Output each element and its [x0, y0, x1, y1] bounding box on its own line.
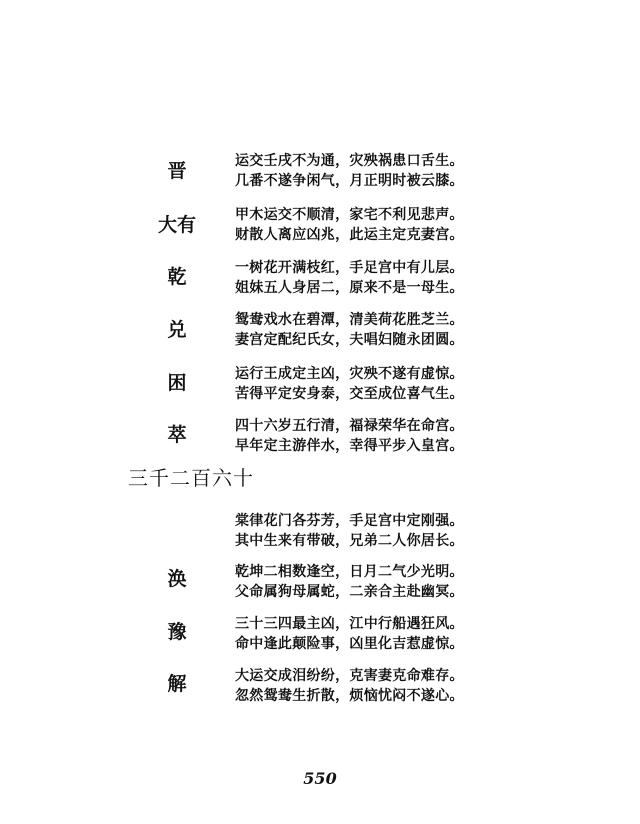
verse-line: 妻宫定配纪氏女，夫唱妇随永团圆。 [235, 332, 464, 348]
verse-line: 苦得平定安身泰，交至成位喜气生。 [235, 386, 464, 402]
verse-line: 甲木运交不顺清，家宅不利见悲声。 [235, 207, 464, 223]
verse-line: 运行王成定主凶，灾殃不遂有虚惊。 [235, 366, 464, 382]
hexagram-label: 兑 [167, 319, 187, 341]
verse-line: 四十六岁五行清，福禄荣华在命宫。 [235, 418, 464, 434]
verse-line: 鸳鸯戏水在碧潭，清美荷花胜芝兰。 [235, 312, 464, 328]
hexagram-label: 乾 [167, 266, 187, 288]
verse-line: 忽然鸳鸯生折散，烦恼忧闷不遂心。 [235, 688, 464, 704]
verse-line: 命中逢此颠险事，凶里化吉惹虚惊。 [235, 636, 464, 652]
verse-line: 运交壬戌不为通，灾殃祸患口舌生。 [235, 153, 464, 169]
hexagram-label: 大有 [157, 214, 196, 236]
verse-line: 乾坤二相数逢空，日月二气少光明。 [235, 564, 464, 580]
verse-line: 早年定主游伴水，幸得平步入皇宫。 [235, 438, 464, 454]
hexagram-label: 解 [167, 673, 187, 695]
verse-line: 父命属狗母属蛇，二亲合主赴幽冥。 [235, 584, 464, 600]
verse-line: 几番不遂争闲气，月正明时被云膝。 [235, 173, 464, 189]
verse-line: 棠律花门各芬芳，手足宫中定刚强。 [235, 513, 464, 529]
verse-line: 三十三四最主凶，江中行船遇狂风。 [235, 616, 464, 632]
hexagram-label: 萃 [167, 424, 187, 446]
hexagram-label: 晋 [167, 160, 187, 182]
section-heading: 三千二百六十 [128, 466, 254, 490]
hexagram-label: 豫 [167, 621, 187, 643]
page-number: 550 [303, 769, 337, 788]
verse-line: 大运交成泪纷纷，克害妻克命难存。 [235, 668, 464, 684]
hexagram-label: 涣 [167, 568, 187, 590]
verse-line: 一树花开满枝红，手足宫中有儿层。 [235, 260, 464, 276]
hexagram-label: 困 [167, 372, 187, 394]
verse-line: 其中生来有带破，兄弟二人你居长。 [235, 533, 464, 549]
verse-line: 姐妹五人身居二，原来不是一母生。 [235, 280, 464, 296]
verse-line: 财散人离应凶兆，此运主定克妻宫。 [235, 227, 464, 243]
